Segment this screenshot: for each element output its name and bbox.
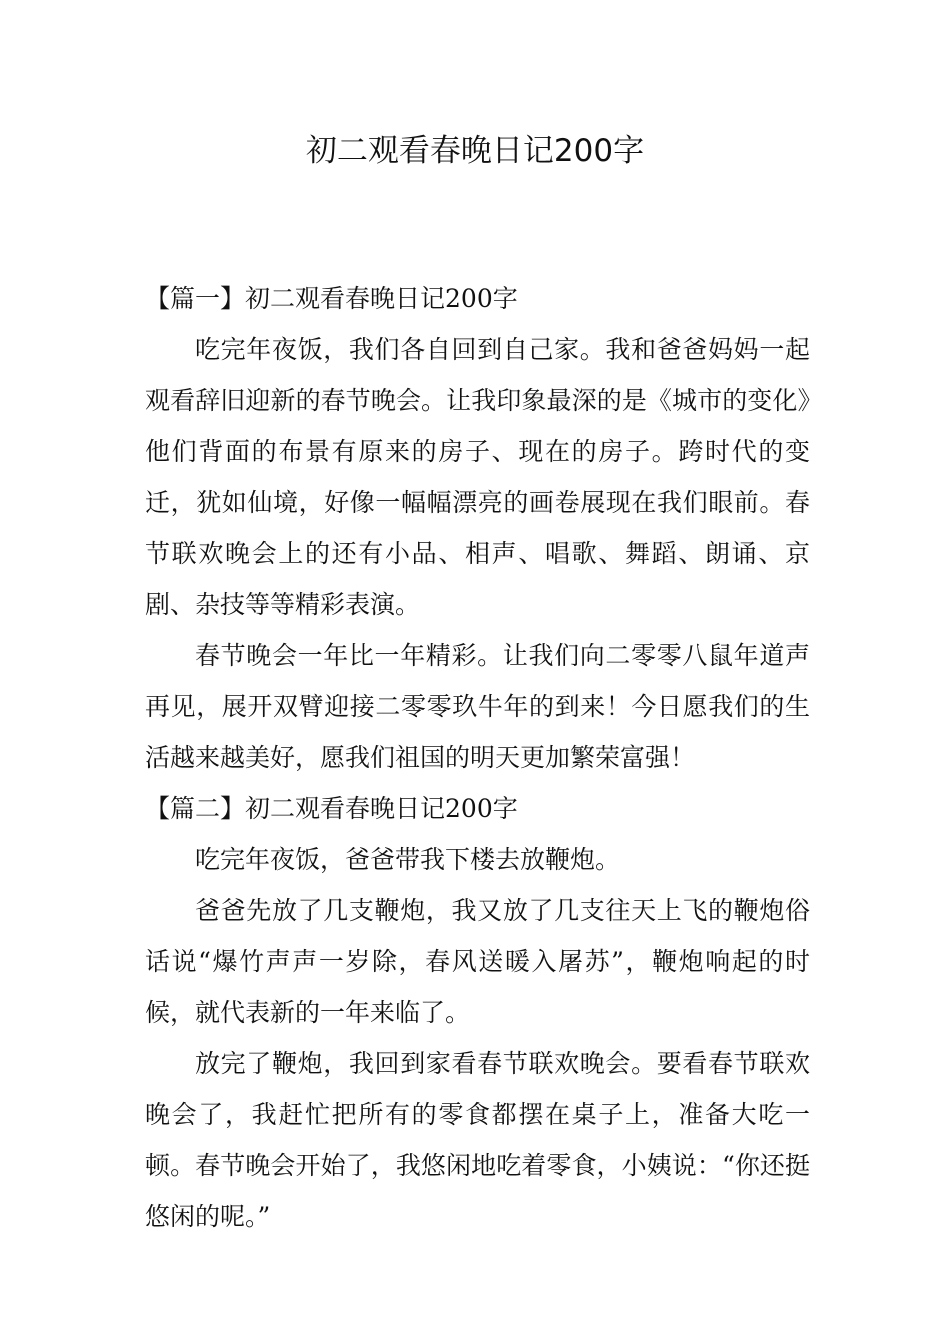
paragraph: 放完了鞭炮，我回到家看春节联欢晚会。要看春节联欢晚会了，我赶忙把所有的零食都摆在桌子上，准备大吃一顿。春节晚会开始了，我悠闲地吃着零食，小姨说：“你还挺悠闲的呢。”	[145, 1049, 810, 1231]
document-title: 初二观看春晚日记200字	[305, 133, 645, 169]
paragraph: 吃完年夜饭，我们各自回到自己家。我和爸爸妈妈一起观看辞旧迎新的春节晚会。让我印象最深的是《城市的变化》他们背面的布景有原来的房子、现在的房子。跨时代的变迁，犹如仙境，好像一幅幅漂亮的画卷展现在我们眼前。春节联欢晚会上的还有小品、相声、唱歌、舞蹈、朗诵、京剧、杂技等等精彩表演。	[145, 335, 810, 619]
document-body	[145, 273, 810, 1242]
paragraph: 爸爸先放了几支鞭炮，我又放了几支往天上飞的鞭炮俗话说“爆竹声声一岁除，春风送暖入屠苏”，鞭炮响起的时候，就代表新的一年来临了。	[145, 896, 810, 1027]
paragraph: 吃完年夜饭，爸爸带我下楼去放鞭炮。	[195, 845, 621, 874]
section-heading: 【篇二】初二观看春晚日记200字	[145, 794, 518, 823]
section-heading: 【篇一】初二观看春晚日记200字	[145, 284, 518, 313]
paragraph: 春节晚会一年比一年精彩。让我们向二零零八鼠年道声再见，展开双臂迎接二零零玖牛年的到来！今日愿我们的生活越来越美好，愿我们祖国的明天更加繁荣富强！	[145, 641, 810, 772]
